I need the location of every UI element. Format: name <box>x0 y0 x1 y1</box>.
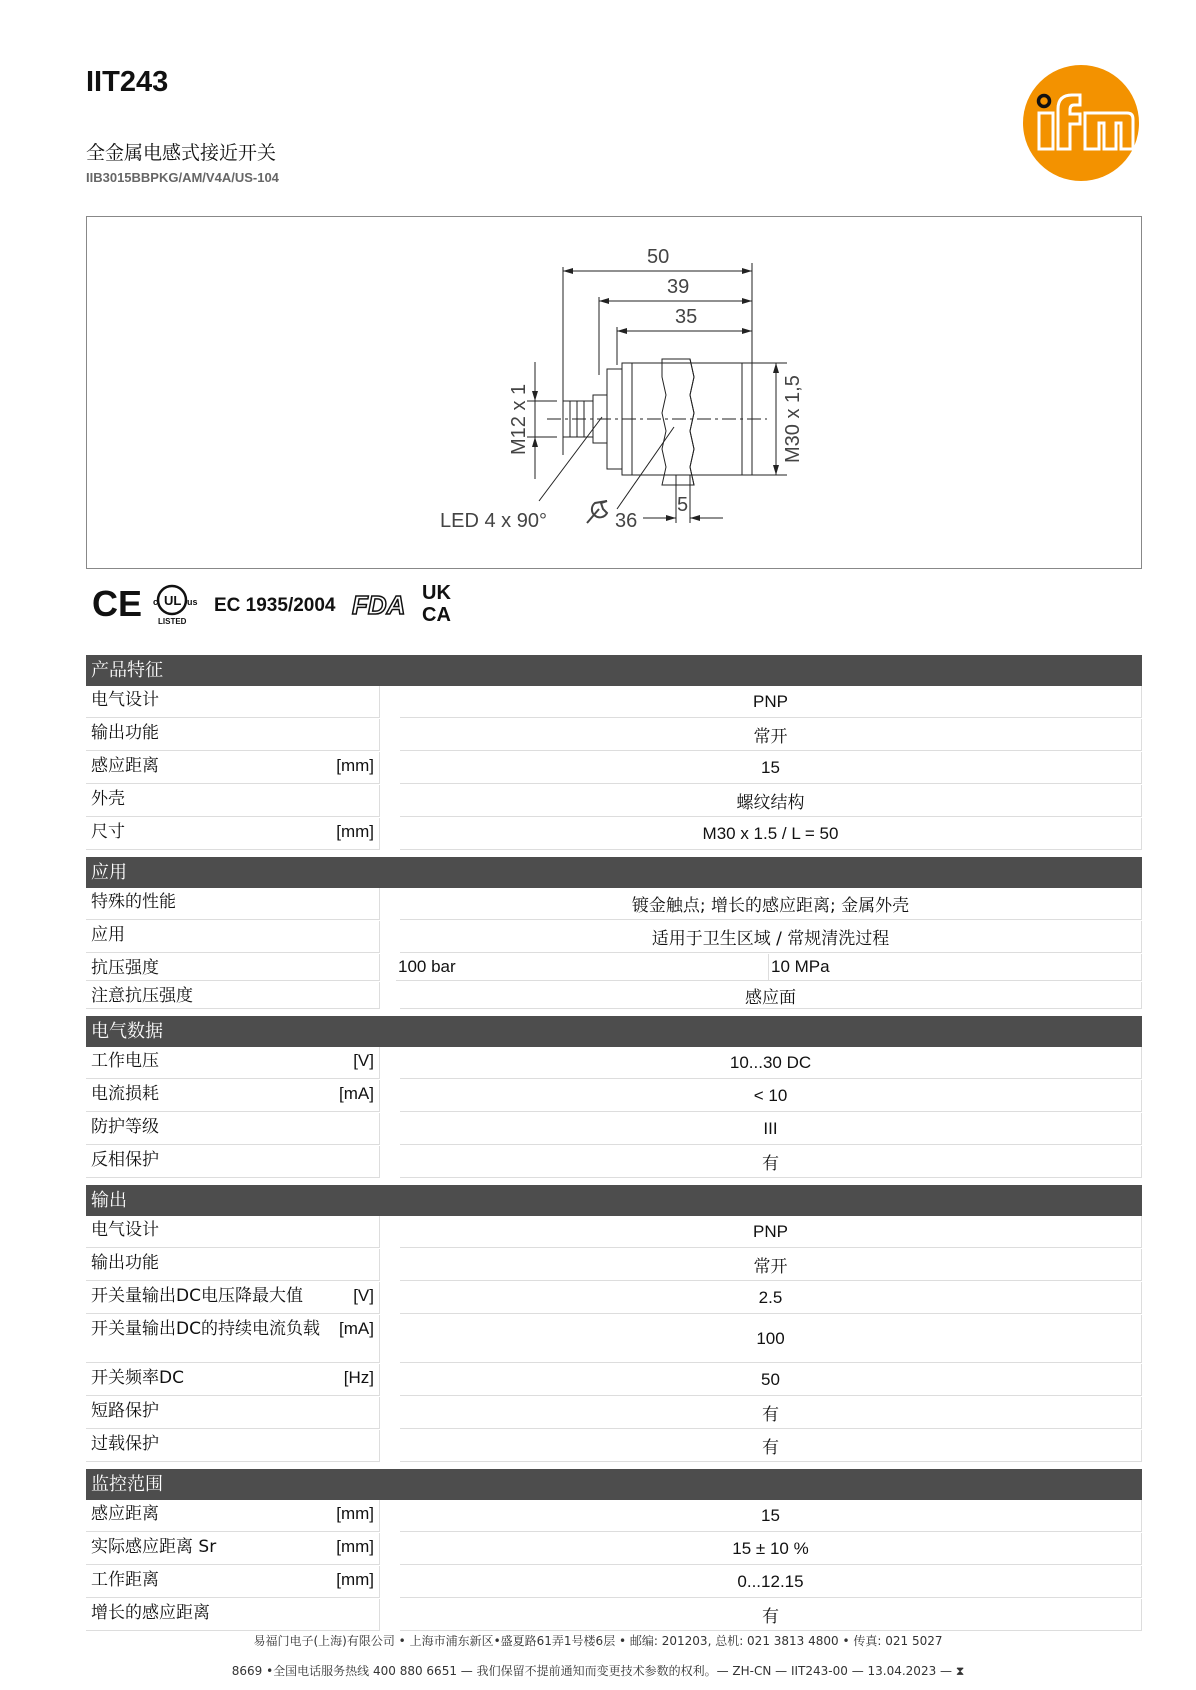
row-label: 开关量输出DC电压降最大值 <box>91 1286 303 1306</box>
row-label: 开关量输出DC的持续电流负载 <box>91 1319 320 1339</box>
row-label: 防护等级 <box>91 1117 159 1137</box>
row-value: M30 x 1.5 / L = 50 <box>400 818 1142 850</box>
table-row <box>86 1146 1142 1179</box>
row-label: 增长的感应距离 <box>91 1603 210 1623</box>
row-label: 抗压强度 <box>91 958 159 978</box>
row-value: 15 ± 10 % <box>400 1533 1142 1565</box>
section-header: 监控范围 <box>86 1469 1142 1500</box>
row-label: 输出功能 <box>91 1253 159 1273</box>
row-label: 感应距离 <box>91 1504 159 1524</box>
row-value: 10...30 DC <box>400 1047 1142 1079</box>
table-row <box>86 1599 1142 1632</box>
ifm-logo <box>1022 64 1140 182</box>
row-label: 工作电压 <box>91 1051 159 1071</box>
row-value: 镀金触点; 增长的感应距离; 金属外壳 <box>400 888 1142 920</box>
row-value: 感应面 <box>400 982 1142 1009</box>
section-header: 应用 <box>86 857 1142 888</box>
section-header: 电气数据 <box>86 1016 1142 1047</box>
table-row: 实际感应距离 Sr [mm] 15 ± 10 % <box>86 1533 1142 1566</box>
table-row: 开关量输出DC的持续电流负载 [mA] 100 <box>86 1315 1142 1364</box>
row-label: 注意抗压强度 <box>91 986 193 1006</box>
table-row <box>86 719 1142 752</box>
article-number: IIB3015BBPKG/AM/V4A/US-104 <box>86 170 279 185</box>
row-value: 15 <box>400 1500 1142 1532</box>
row-value: 有 <box>400 1397 1142 1429</box>
value-mpa: 10 MPa <box>771 957 830 976</box>
table-row <box>86 982 1142 1010</box>
table-row <box>86 888 1142 921</box>
wrench-icon <box>587 501 607 523</box>
row-label: 应用 <box>91 925 125 945</box>
dimension-drawing <box>86 216 1142 569</box>
dim-50: 50 <box>647 246 670 268</box>
row-label: 工作距离 <box>91 1570 159 1590</box>
table-row <box>86 785 1142 818</box>
row-value: 有 <box>400 1599 1142 1631</box>
ukca-bottom: CA <box>422 604 451 626</box>
table-row: 开关频率DC [Hz] 50 <box>86 1364 1142 1397</box>
row-value: PNP <box>400 1216 1142 1248</box>
ukca-top: UK <box>422 582 451 604</box>
row-value: 常开 <box>400 719 1142 751</box>
table-row: 尺寸 [mm] M30 x 1.5 / L = 50 <box>86 818 1142 851</box>
table-row <box>86 954 1142 982</box>
value-bar: 100 bar <box>396 954 769 980</box>
dim-39: 39 <box>667 276 690 298</box>
spec-table <box>86 655 1142 1632</box>
row-label: 电流损耗 <box>91 1084 159 1104</box>
table-row <box>86 1397 1142 1430</box>
footer-legal: 8669 •全国电话服务热线 400 880 6651 — 我们保留不提前通知而变更技术参数的权利。— ZH-CN — IIT243-00 — 13.04.2023 — ⧗ <box>231 1664 965 1678</box>
ul-listed: LISTED <box>158 617 187 626</box>
product-subtitle: 全金属电感式接近开关 <box>86 142 277 164</box>
led-label: LED 4 x 90° <box>440 510 547 532</box>
row-value: 2.5 <box>400 1282 1142 1314</box>
table-row <box>86 1216 1142 1249</box>
table-row <box>86 686 1142 719</box>
table-row: 感应距离 [mm] 15 <box>86 1500 1142 1533</box>
row-value: PNP <box>400 686 1142 718</box>
svg-text:UL: UL <box>164 593 182 608</box>
ul-mark <box>153 586 198 626</box>
row-value: 常开 <box>400 1249 1142 1281</box>
fda-mark: FDA <box>352 590 406 620</box>
row-value: 50 <box>400 1364 1142 1396</box>
table-row: 工作距离 [mm] 0...12.15 <box>86 1566 1142 1599</box>
table-row: 感应距离 [mm] 15 <box>86 752 1142 785</box>
svg-text:us: us <box>187 597 198 607</box>
dim-m12: M12 x 1 <box>508 383 530 455</box>
table-row <box>86 1430 1142 1463</box>
row-value: < 10 <box>400 1080 1142 1112</box>
row-label: 感应距离 <box>91 756 159 776</box>
ec-mark: EC 1935/2004 <box>214 595 336 616</box>
row-label: 外壳 <box>91 789 125 809</box>
row-label: 开关频率DC <box>91 1368 184 1388</box>
dim-m30: M30 x 1,5 <box>782 375 804 463</box>
dim-5: 5 <box>677 494 689 516</box>
table-row <box>86 921 1142 954</box>
row-value: 有 <box>400 1430 1142 1462</box>
row-label: 输出功能 <box>91 723 159 743</box>
footer-address: 易福门电子(上海)有限公司 • 上海市浦东新区•盛夏路61弄1号楼6层 • 邮编: 201203, 总机: 021 3813 4800 • 传真: 021 5027 <box>253 1634 943 1648</box>
dim-35: 35 <box>675 306 698 328</box>
table-row <box>86 1113 1142 1146</box>
table-row: 开关量输出DC电压降最大值 [V] 2.5 <box>86 1282 1142 1315</box>
row-value: 15 <box>400 752 1142 784</box>
section-header: 产品特征 <box>86 655 1142 686</box>
section-header: 输出 <box>86 1185 1142 1216</box>
row-label: 特殊的性能 <box>91 892 176 912</box>
ce-mark: CE <box>92 583 143 624</box>
product-title: IIT243 <box>86 66 169 98</box>
row-label: 反相保护 <box>91 1150 159 1170</box>
row-value: 100 <box>400 1315 1142 1363</box>
wrench-size: 36 <box>615 510 638 532</box>
row-value: 螺纹结构 <box>400 785 1142 817</box>
row-value: 有 <box>400 1146 1142 1178</box>
table-row: 工作电压 [V] 10...30 DC <box>86 1047 1142 1080</box>
row-label: 实际感应距离 Sr <box>91 1537 217 1557</box>
row-label: 尺寸 <box>91 822 125 842</box>
table-row <box>86 1249 1142 1282</box>
svg-text:c: c <box>153 597 159 607</box>
row-label: 过载保护 <box>91 1434 159 1454</box>
row-value: III <box>400 1113 1142 1145</box>
row-label: 短路保护 <box>91 1401 159 1421</box>
row-label: 电气设计 <box>91 1220 159 1240</box>
row-label: 电气设计 <box>91 690 159 710</box>
table-row: 电流损耗 [mA] < 10 <box>86 1080 1142 1113</box>
row-value: 0...12.15 <box>400 1566 1142 1598</box>
certification-marks <box>92 578 492 626</box>
row-value: 适用于卫生区域 / 常规清洗过程 <box>400 921 1142 953</box>
row-value <box>396 954 1142 981</box>
